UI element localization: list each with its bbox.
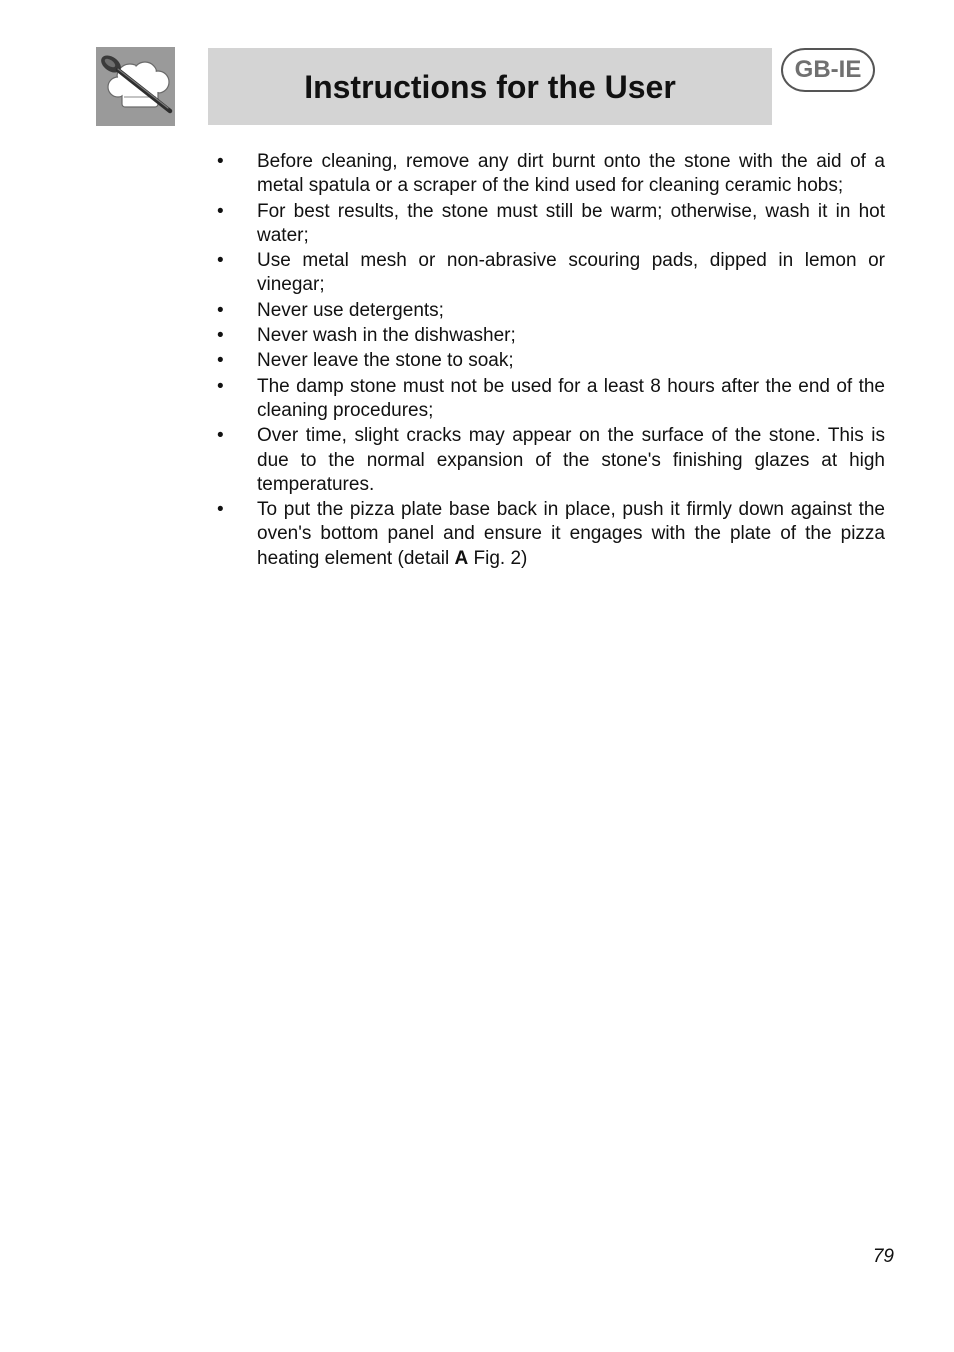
instruction-text: Use metal mesh or non-abrasive scouring pads, dipped in lemon or vinegar;	[257, 250, 885, 296]
instructions-section	[214, 150, 885, 572]
list-item	[214, 375, 885, 424]
page-title: Instructions for the User	[304, 69, 676, 105]
bullet-dot: •	[217, 250, 224, 272]
bullet-dot: •	[217, 200, 224, 222]
instruction-text: Never leave the stone to soak;	[257, 350, 514, 372]
instructions-list	[214, 150, 885, 571]
language-badge	[781, 48, 875, 92]
list-item	[214, 249, 885, 298]
bullet-dot: •	[217, 299, 224, 321]
bullet-dot: •	[217, 325, 224, 347]
list-item	[214, 200, 885, 249]
list-item	[214, 498, 885, 571]
list-item	[214, 424, 885, 497]
language-badge-label: GB-IE	[794, 56, 862, 83]
page-number: 79	[872, 1246, 894, 1267]
list-item	[214, 299, 885, 323]
instruction-text-end: Fig. 2)	[468, 547, 528, 569]
instruction-text: The damp stone must not be used for a least 8 hours after the end of the cleaning procedures;	[257, 375, 885, 421]
instruction-text-start: To put the pizza plate base back in place, push it firmly down against the oven's bottom panel and ensure it engages with the plate of the pizza heating element (detail	[257, 499, 885, 569]
instruction-text: For best results, the stone must still be warm; otherwise, wash it in hot water;	[257, 200, 885, 246]
bullet-dot: •	[217, 375, 224, 397]
bullet-dot: •	[217, 425, 224, 447]
bullet-dot: •	[217, 499, 224, 521]
instruction-text: Never use detergents;	[257, 299, 444, 321]
brand-logo	[96, 47, 175, 126]
header-title-bar	[208, 48, 772, 125]
detail-reference: A	[454, 547, 469, 569]
list-item	[214, 324, 885, 348]
list-item	[214, 150, 885, 199]
instruction-text: Never wash in the dishwasher;	[257, 325, 516, 347]
bullet-dot: •	[217, 151, 224, 172]
list-item	[214, 349, 885, 373]
instruction-text: Before cleaning, remove any dirt burnt onto the stone with the aid of a metal spatula or a scraper of the kind used for cleaning ceramic hobs;	[257, 151, 885, 197]
instruction-text: Over time, slight cracks may appear on the surface of the stone. This is due to the normal expansion of the stone's finishing glazes at high temperatures.	[257, 425, 885, 495]
bullet-dot: •	[217, 350, 224, 372]
chef-hat-spoon-icon	[96, 47, 175, 126]
